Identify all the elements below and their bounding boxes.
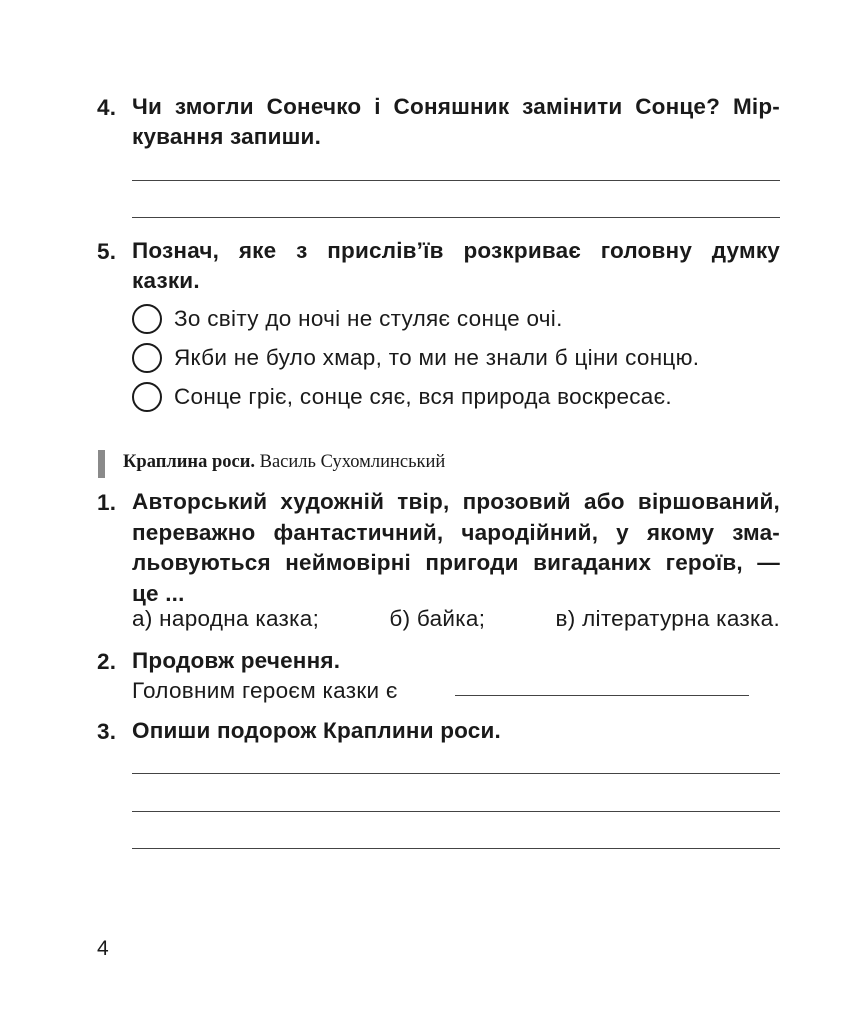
- answer-line-q4-1[interactable]: [132, 180, 780, 181]
- radio-circle-icon[interactable]: [132, 343, 162, 373]
- answer-choices: [132, 606, 780, 632]
- question-1-text: [132, 487, 780, 609]
- question-4-line-2: кування запиши.: [132, 124, 322, 149]
- answer-choice-b[interactable]: б) байка;: [389, 606, 486, 631]
- section-title-name: Краплина роси.: [123, 452, 255, 472]
- question-4-text: [132, 92, 780, 152]
- question-3-number: 3.: [97, 719, 117, 744]
- section-marker-bar: [98, 450, 105, 478]
- question-1-number: 1.: [97, 490, 117, 515]
- answer-line-q3-1[interactable]: [132, 773, 780, 774]
- question-2-number: 2.: [97, 649, 117, 674]
- option-text-2: Якби не було хмар, то ми не знали б ціни сонцю.: [174, 345, 700, 370]
- option-row-1[interactable]: [132, 301, 563, 337]
- question-1-line-4: це ...: [132, 580, 185, 606]
- radio-circle-icon[interactable]: [132, 304, 162, 334]
- answer-choice-c[interactable]: в) літературна казка.: [555, 606, 780, 631]
- question-4-line-1: Чи змогли Сонечко і Соняшник замінити Сонце? Мір-: [132, 94, 780, 119]
- question-5-line-1: Познач, яке з прислів’їв розкриває головну думку: [132, 238, 780, 263]
- question-1-line-3: льовуються неймовірні пригоди вигаданих героїв, —: [132, 550, 780, 575]
- question-1-line-1: Авторський художній твір, прозовий або віршований,: [132, 489, 780, 514]
- answer-line-q3-3[interactable]: [132, 848, 780, 849]
- fill-in-line-q2[interactable]: [455, 695, 749, 696]
- option-text-1: Зо світу до ночі не стуляє сонце очі.: [174, 306, 563, 331]
- option-text-3: Сонце гріє, сонце сяє, вся природа воскресає.: [174, 384, 672, 409]
- answer-line-q3-2[interactable]: [132, 811, 780, 812]
- question-5-text: [132, 236, 780, 296]
- question-1-line-2: переважно фантастичний, чародійний, у якому зма-: [132, 519, 780, 545]
- question-4-number: 4.: [97, 95, 117, 120]
- question-2-sentence: Головним героєм казки є: [132, 678, 398, 703]
- question-5-line-2: казки.: [132, 268, 200, 293]
- page-number: 4: [97, 937, 109, 960]
- option-row-2[interactable]: [132, 340, 699, 376]
- section-author: Василь Сухомлинський: [259, 452, 446, 472]
- question-3-title: Опиши подорож Краплини роси.: [132, 718, 501, 743]
- answer-line-q4-2[interactable]: [132, 217, 780, 218]
- radio-circle-icon[interactable]: [132, 382, 162, 412]
- answer-choice-a[interactable]: а) народна казка;: [132, 606, 320, 631]
- question-2-title: Продовж речення.: [132, 648, 341, 673]
- option-row-3[interactable]: [132, 379, 672, 415]
- section-title: [123, 452, 445, 473]
- question-5-number: 5.: [97, 239, 117, 264]
